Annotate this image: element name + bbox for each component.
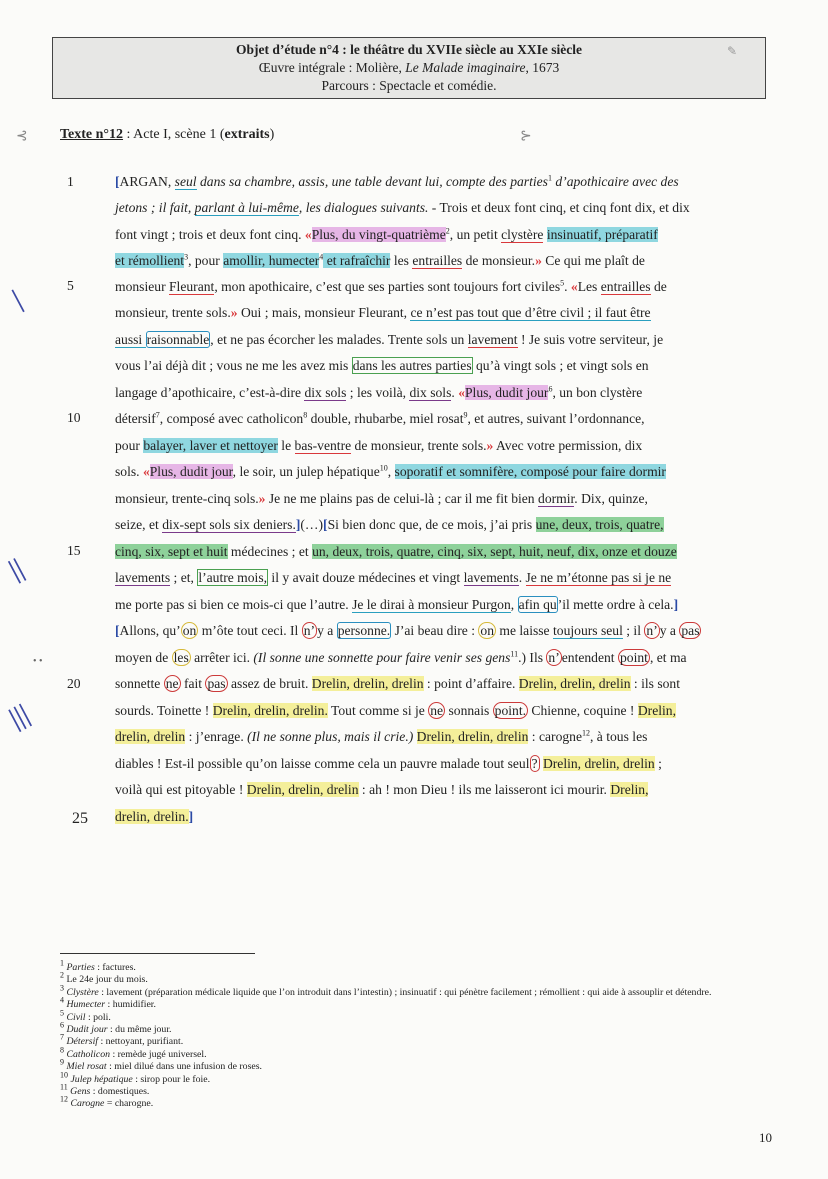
header-line-3: Parcours : Spectacle et comédie.: [321, 78, 497, 93]
text-title: Texte n°12 : Acte I, scène 1 (extraits): [60, 127, 275, 142]
text-line-23: diables ! Est-il possible qu’on laisse comme cela un pauvre malade tout seul ? Drelin, drelin, drelin ;: [115, 756, 662, 771]
text-line-3: font vingt ; trois et deux font cinq. «Plus, du vingt-quatrième$^2$, un petit clystère insinuatif, préparatif: [115, 226, 658, 242]
text-line-5: monsieur Fleurant, mon apothicaire, c’est que ses parties sont toujours fort civiles$^5$. «Les entrailles de: [115, 278, 667, 294]
text-line-8: vous l’ai déjà dit ; vous ne me les avez mis dans les autres parties qu’à vingt sols ; et vingt sols en: [115, 358, 649, 373]
footnote-item: $^3$ Clystère : lavement (préparation médicale liquide que l’on introduit dans l’intestin) ; insinuatif : qui pénètre facilement ; rémollient : qui aide à assouplir et détendre.: [60, 983, 712, 998]
text-line-19: moyen de les arrêter ici. (Il sonne une sonnette pour faire venir ses gens$^{11}$.) Ils n’ entendent point , et ma: [115, 649, 687, 665]
text-line-4: et rémollient$^3$, pour amollir, humecter$^4$ et rafraîchir les entrailles de monsieur.» Ce qui me plaît de: [115, 252, 645, 268]
text-line-1: [ARGAN, seul dans sa chambre, assis, une table devant lui, compte des parties$^1$ d’apothicaire avec des: [115, 173, 679, 189]
footnote-item: $^5$ Civil : poli.: [60, 1008, 111, 1023]
text-line-6: monsieur, trente sols.» Oui ; mais, monsieur Fleurant, ce n’est pas tout que d’être civil ; il faut être: [115, 305, 651, 320]
text-line-11: pour balayer, laver et nettoyer le bas-ventre de monsieur, trente sols.» Avec votre permission, dix: [115, 438, 643, 453]
footnote-item: $^2$ Le 24e jour du mois.: [60, 971, 148, 986]
footnote-item: $^8$ Catholicon : remède jugé universel.: [60, 1045, 207, 1060]
doodle-right-icon: ⊱: [520, 129, 532, 144]
text-line-17: me porte pas si bien ce mois-ci que l’autre. Je le dirai à monsieur Purgon, afin qu’il mette ordre à cela.]: [115, 597, 679, 612]
text-line-15: cinq, six, sept et huit médecines ; et un, deux, trois, quatre, cinq, six, sept, huit, neuf, dix, onze et douze: [115, 544, 677, 559]
text-line-16: lavements ; et, l’autre mois, il y avait douze médecines et vingt lavements. Je ne m’étonne pas si je ne: [115, 570, 672, 585]
header-box: [52, 37, 766, 99]
footnote-item: $^{11}$ Gens : domestiques.: [60, 1082, 150, 1098]
footnote-item: $^1$ Parties : factures.: [60, 958, 136, 973]
footnote-item: $^4$ Humecter : humidifier.: [60, 995, 156, 1011]
header-line-2: Œuvre intégrale : Molière, Le Malade imaginaire, 1673: [258, 60, 560, 75]
page-number: 10: [759, 1130, 772, 1145]
text-line-20: sonnette ne fait pas assez de bruit. Drelin, drelin, drelin : point d’affaire. Drelin, drelin, drelin : ils sont: [115, 676, 681, 691]
line-number-10: 10: [67, 410, 81, 425]
header-line-1: Objet d’étude n°4 : le théâtre du XVIIe siècle au XXIe siècle: [236, 42, 582, 57]
line-number-25: 25: [72, 810, 88, 827]
line-number-1: 1: [67, 174, 74, 189]
footnote-item: $^6$ Dudit jour : du même jour.: [60, 1020, 172, 1036]
dots-mark: • •: [33, 656, 43, 667]
pencil-scribble-icon: ✎: [726, 44, 737, 58]
text-line-14: seize, et dix-sept sols six deniers.](…)[Si bien donc que, de ce mois, j’ai pris une, deux, trois, quatre,: [115, 517, 664, 532]
footnote-item: $^{12}$ Carogne = charogne.: [60, 1095, 154, 1110]
footnote-item: $^{10}$ Julep hépatique : sirop pour le foie.: [60, 1070, 211, 1085]
text-line-21: sourds. Toinette ! Drelin, drelin, drelin. Tout comme si je ne sonnais point. Chienne, coquine ! Drelin,: [115, 703, 676, 718]
text-line-18: [Allons, qu’ on m’ôte tout ceci. Il n’ y a personne. J’ai beau dire : on me laisse toujours seul ; il n’ y a pas: [115, 623, 700, 638]
annotation-part-3: III: [1, 698, 37, 742]
text-line-7: aussi raisonnable, et ne pas écorcher les malades. Trente sols un lavement ! Je suis votre serviteur, je: [115, 332, 664, 347]
annotation-part-1: I: [4, 283, 30, 323]
text-line-2: jetons ; il fait, parlant à lui-même, les dialogues suivants. - Trois et deux font cinq, et cinq font dix, et dix: [115, 200, 690, 215]
text-line-22: drelin, drelin : j’enrage. (Il ne sonne plus, mais il crie.) Drelin, drelin, drelin : carogne$^{12}$, à tous les: [115, 728, 648, 744]
text-line-25: drelin, drelin.]: [115, 809, 194, 824]
text-line-12: sols. «Plus, dudit jour, le soir, un julep hépatique$^{10}$, soporatif et somnifère, composé pour faire dormir: [115, 463, 666, 479]
line-number-15: 15: [67, 543, 81, 558]
footnote-item: $^9$ Miel rosat : miel dilué dans une infusion de roses.: [60, 1057, 263, 1073]
text-line-24: voilà qui est pitoyable ! Drelin, drelin, drelin : ah ! mon Dieu ! ils me laisseront ici mourir. Drelin,: [115, 782, 649, 797]
text-line-9: langage d’apothicaire, c’est-à-dire dix sols ; les voilà, dix sols. «Plus, dudit jour$^6$, un bon clystère: [115, 384, 643, 400]
line-number-20: 20: [67, 676, 81, 691]
footnote-rule: [60, 953, 255, 954]
text-line-13: monsieur, trente-cinq sols.» Je ne me plains pas de celui-là ; car il me fit bien dormir. Dix, quinze,: [115, 491, 648, 506]
annotation-part-2: II: [1, 552, 31, 594]
doodle-left-icon: ⊰: [16, 129, 28, 144]
text-line-10: détersif$^7$, composé avec catholicon$^8$ double, rhubarbe, miel rosat$^9$, et autres, suivant l’ordonnance,: [115, 410, 645, 426]
footnote-item: $^7$ Détersif : nettoyant, purifiant.: [60, 1033, 184, 1048]
line-number-5: 5: [67, 278, 74, 293]
footnotes: [60, 958, 775, 1111]
